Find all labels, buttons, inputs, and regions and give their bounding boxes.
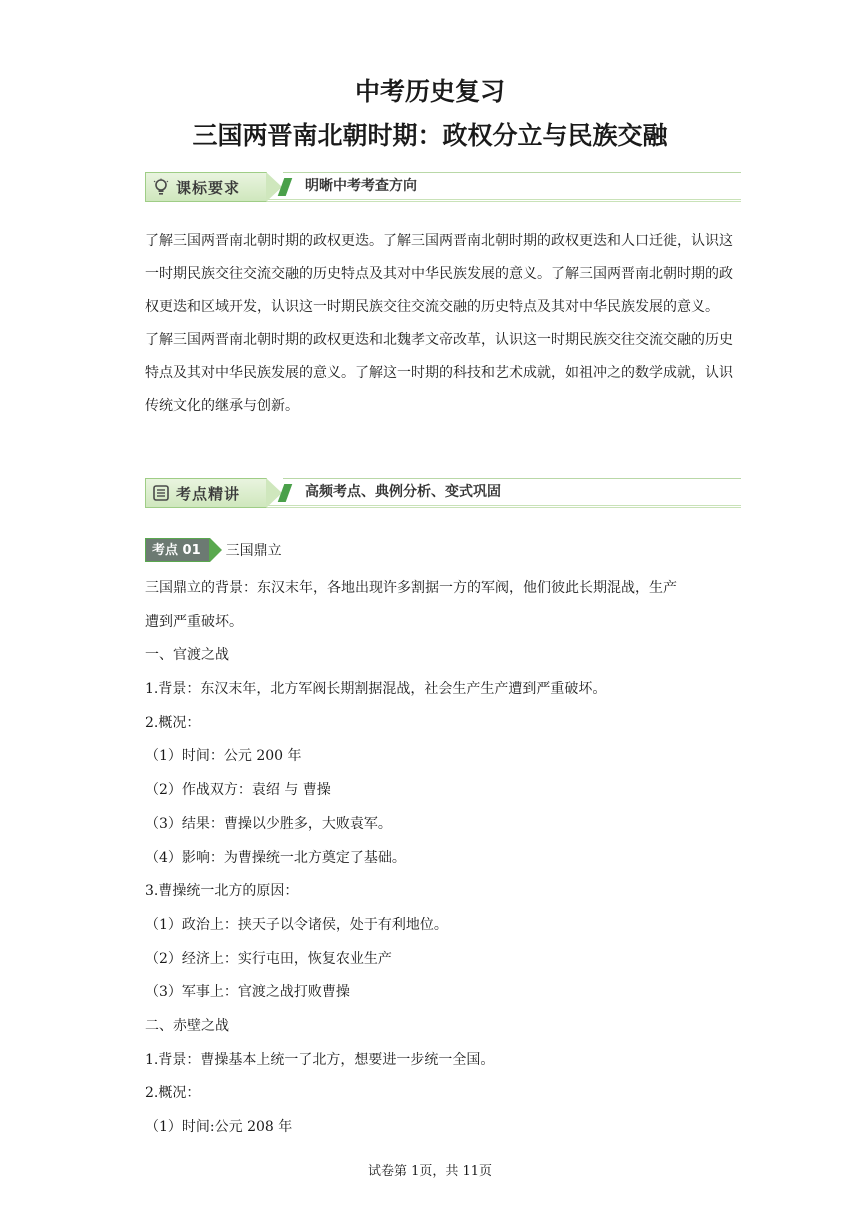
banner-bottom-line: [267, 199, 741, 202]
content-line: 遭到严重破坏。: [145, 613, 243, 630]
page-title: 中考历史复习: [354, 77, 505, 106]
page-subtitle: 三国两晋南北朝时期：政权分立与民族交融: [192, 121, 668, 150]
content-line: （1）时间:公元 208 年: [145, 1119, 293, 1135]
banner-tab: [145, 172, 267, 202]
banner-label: 考点精讲: [176, 484, 241, 503]
requirements-paragraph-1: 了解三国两晋南北朝时期的政权更迭。了解三国两晋南北朝时期的政权更迭和人口迁徙，认识这一时期民族交往交流交融的历史特点及其对中华民族发展的意义。了解三国两晋南北朝时期的政权更迭和区域开发，认识这一时期民族交往交流交融的历史特点及其对中华民族发展的意义。: [145, 233, 733, 315]
content-line: （1）政治上：挟天子以令诸侯，处于有利地位。: [145, 916, 448, 933]
kaodian-title: 三国鼎立: [225, 543, 282, 559]
content-body: [145, 572, 745, 1145]
content-line: 1.背景：东汉末年，北方军阀长期割据混战，社会生产生产遭到严重破坏。: [145, 681, 607, 698]
banner-tab: [145, 478, 267, 508]
book-icon: [152, 484, 170, 502]
content-line: （1）时间：公元 200 年: [145, 748, 302, 765]
banner-subtitle: 高频考点、典例分析、变式巩固: [305, 484, 501, 500]
requirements-text: [145, 225, 745, 423]
banner-subtitle: 明晰中考考查方向: [305, 178, 417, 194]
kaodian-heading: [145, 538, 282, 562]
kaodian-badge: 考点 01: [145, 538, 210, 562]
content-line: 1.背景：曹操基本上统一了北方，想要进一步统一全国。: [145, 1051, 495, 1068]
banner-bottom-line: [267, 505, 741, 508]
content-line: （3）结果：曹操以少胜多，大败袁军。: [145, 815, 392, 832]
content-line: 二、赤壁之战: [145, 1017, 229, 1034]
section-banner-kaodian: [145, 478, 741, 508]
content-line: （2）经济上：实行屯田，恢复农业生产: [145, 950, 392, 967]
banner-arrow: [266, 172, 282, 202]
content-line: 三国鼎立的背景：东汉末年，各地出现许多割据一方的军阀，他们彼此长期混战，生产: [145, 580, 677, 596]
banner-arrow: [266, 478, 282, 508]
banner-top-line: [283, 478, 741, 479]
requirements-paragraph-2: 了解三国两晋南北朝时期的政权更迭和北魏孝文帝改革，认识这一时期民族交往交流交融的历史特点及其对中华民族发展的意义。了解这一时期的科技和艺术成就，如祖冲之的数学成就，认识传统文化的继承与创新。: [145, 332, 733, 414]
section-banner-requirements: [145, 172, 741, 202]
banner-top-line: [283, 172, 741, 173]
lightbulb-icon: [152, 178, 170, 196]
banner-label: 课标要求: [176, 178, 241, 197]
content-line: （3）军事上：官渡之战打败曹操: [145, 984, 350, 1001]
content-line: 一、官渡之战: [145, 647, 229, 664]
content-line: 3.曹操统一北方的原因：: [145, 883, 299, 900]
page-footer: 试卷第 1页，共 11页: [367, 1164, 493, 1179]
kaodian-badge-arrow: [210, 538, 222, 562]
content-line: 2.概况：: [145, 1085, 201, 1102]
content-line: （2）作战双方：袁绍 与 曹操: [145, 782, 331, 799]
content-line: 2.概况：: [145, 714, 201, 731]
content-line: （4）影响：为曹操统一北方奠定了基础。: [145, 849, 406, 866]
